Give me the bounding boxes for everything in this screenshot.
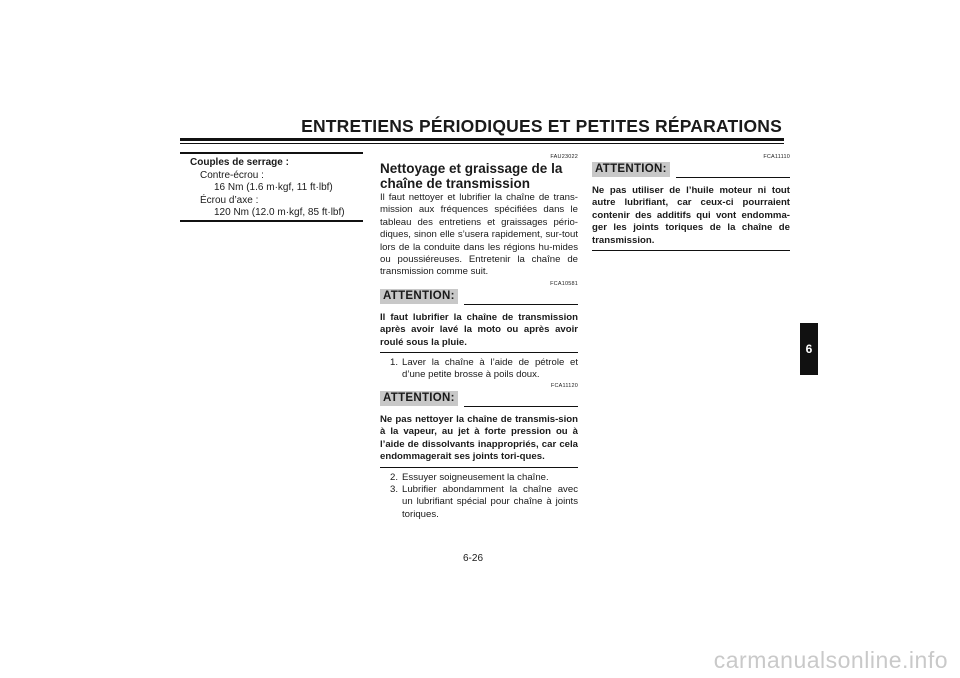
list-item	[380, 357, 578, 382]
caution-code: FCA11120	[550, 382, 578, 389]
step-text: Essuyer soigneusement la chaîne.	[402, 471, 549, 483]
step-number: 2.	[390, 471, 399, 483]
section-title-line-2: chaîne de transmission	[380, 176, 531, 191]
caution-header-rule	[676, 177, 790, 178]
torque-spec-box	[180, 152, 363, 222]
middle-column	[380, 154, 578, 521]
caution-text: Il faut lubrifier la chaîne de transmission après avoir lavé la moto ou après avoir roulé sous la pluie.	[380, 306, 578, 353]
list-item	[380, 484, 578, 521]
page-header-title: ENTRETIENS PÉRIODIQUES ET PETITES RÉPARATIONS	[301, 116, 782, 136]
steps-list	[380, 357, 578, 382]
caution-label: ATTENTION:	[380, 289, 458, 304]
caution-header-rule	[464, 406, 578, 407]
caution-header-rule	[464, 304, 578, 305]
caution-label: ATTENTION:	[592, 162, 670, 177]
step-text: Lubrifier abondamment la chaîne avec un lubrifiant spécial pour chaîne à joints toriques.	[402, 483, 578, 520]
section-title-line-1: Nettoyage et graissage de la	[380, 161, 563, 176]
caution-header	[380, 391, 578, 408]
caution-header	[380, 289, 578, 306]
section-title	[380, 161, 578, 191]
caution-text: Ne pas nettoyer la chaîne de transmis-sion à la vapeur, au jet à forte pression ou à l’aide de dissolvants inappropriés, car cela endommagerait ses joints tori-ques.	[380, 408, 578, 468]
step-text: Laver la chaîne à l’aide de pétrole et d’une petite brosse à poils doux.	[402, 357, 578, 381]
header-rule-thin	[180, 143, 784, 144]
right-column	[592, 154, 790, 251]
page-number: 6-26	[463, 553, 484, 564]
section-code: FAU23022	[550, 154, 578, 160]
torque-line: 120 Nm (12.0 m·kgf, 85 ft·lbf)	[214, 207, 345, 218]
torque-line: Contre-écrou :	[200, 169, 264, 181]
chapter-tab: 6	[800, 323, 818, 375]
list-item	[380, 472, 578, 484]
header-rule-thick	[180, 138, 784, 141]
caution-code: FCA11110	[763, 154, 790, 160]
step-number: 3.	[390, 483, 399, 495]
steps-list	[380, 472, 578, 522]
intro-paragraph: Il faut nettoyer et lubrifier la chaîne de trans-mission aux fréquences spécifiées dans le tableau des entretiens et graissages pério-diques, sinon elle s’usera rapidement, sur-tout lors de la conduite dans les régions hu-mides ou poussiéreuses. Entretenir la chaîne de transmission comme suit.	[380, 192, 578, 278]
torque-line: 16 Nm (1.6 m·kgf, 11 ft·lbf)	[214, 182, 333, 193]
caution-text: Ne pas utiliser de l’huile moteur ni tout autre lubrifiant, car ceux-ci pourraient contenir des additifs qui vont endomma-ger les joints toriques de la chaîne de transmission.	[592, 179, 790, 251]
caution-label: ATTENTION:	[380, 391, 458, 406]
caution-code: FCA10581	[550, 280, 578, 287]
torque-box-title: Couples de serrage :	[190, 157, 289, 168]
torque-line: Écrou d’axe :	[200, 194, 259, 206]
watermark: carmanualsonline.info	[713, 647, 948, 673]
caution-header	[592, 162, 790, 179]
step-number: 1.	[390, 357, 399, 369]
